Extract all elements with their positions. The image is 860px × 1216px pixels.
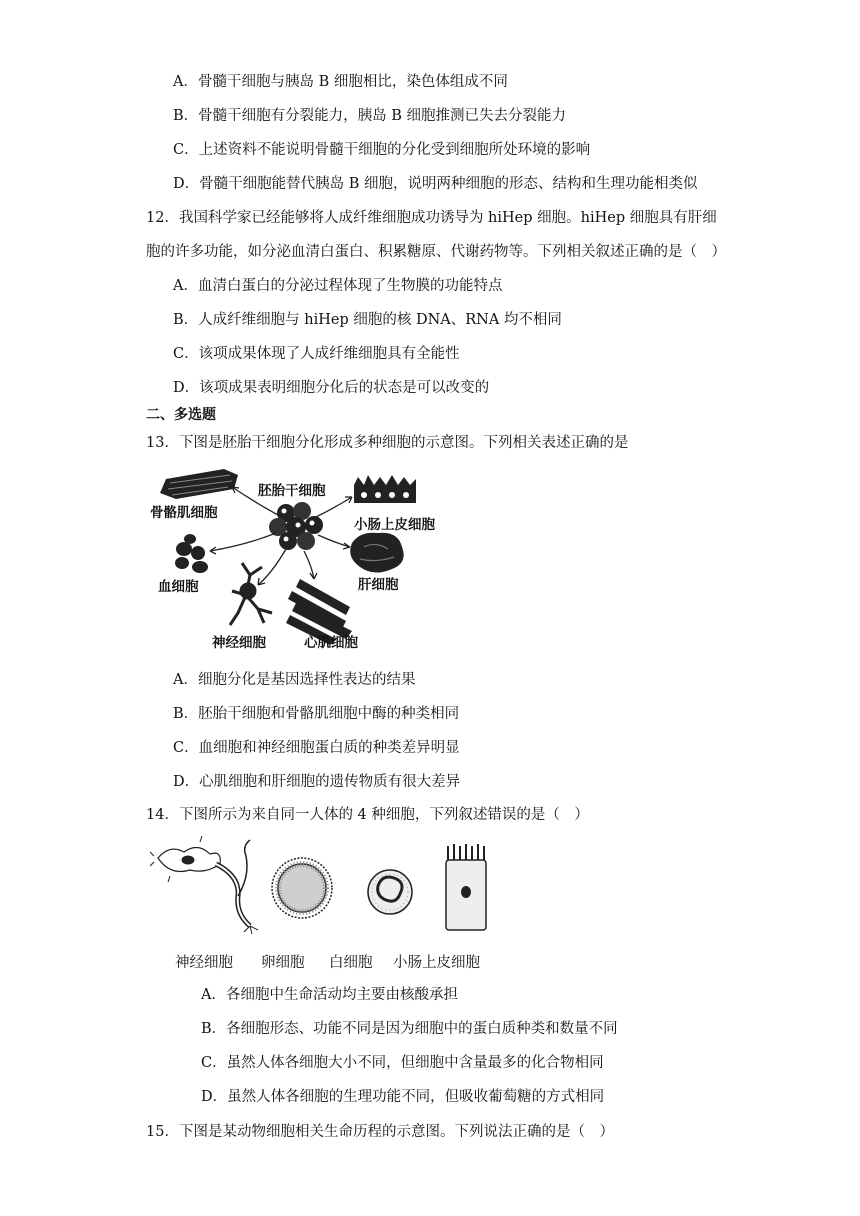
q14-stem: 14．下图所示为来自同一人体的 4 种细胞，下列叙述错误的是（ ） [146,807,589,823]
label-skeletal-muscle-cell: 骨骼肌细胞 [150,505,218,521]
q12-option-b: B．人成纤维细胞与 hiHep 细胞的核 DNA、RNA 均不相同 [173,312,562,328]
label-nerve-cell: 神经细胞 [212,635,266,651]
q12-option-c: C．该项成果体现了人成纤维细胞具有全能性 [173,346,460,362]
q11-option-a: A．骨髓干细胞与胰岛 B 细胞相比，染色体组成不同 [173,74,508,90]
caption-nerve-cell: 神经细胞 [175,955,233,971]
q14-cells-figure [150,836,500,940]
q13-stem: 13．下图是胚胎干细胞分化形成多种细胞的示意图。下列相关表述正确的是 [146,435,629,451]
intestinal-epithelial-cell-sketch [446,844,486,930]
nerve-cell-sketch [150,836,258,934]
intestinal-epithelial-cell-drawing [354,475,416,503]
blood-cells-drawing [175,534,208,573]
section-title-multiple-choice: 二、多选题 [146,407,216,423]
q11-option-b: B．骨髓干细胞有分裂能力，胰岛 B 细胞推测已失去分裂能力 [173,108,567,124]
egg-cell-sketch [272,858,332,918]
q11-option-c: C．上述资料不能说明骨髓干细胞的分化受到细胞所处环境的影响 [173,142,591,158]
q13-option-b: B．胚胎干细胞和骨骼肌细胞中酶的种类相同 [173,706,460,722]
q13-option-c: C．血细胞和神经细胞蛋白质的种类差异明显 [173,740,460,756]
label-blood-cell: 血细胞 [158,579,199,595]
q13-option-a: A．细胞分化是基因选择性表达的结果 [173,672,416,688]
q14-option-c: C．虽然人体各细胞大小不同，但细胞中含量最多的化合物相同 [201,1055,604,1071]
white-blood-cell-sketch [368,870,412,914]
q14-option-a: A．各细胞中生命活动均主要由核酸承担 [201,987,458,1003]
q12-stem-line1: 12．我国科学家已经能够将人成纤维细胞成功诱导为 hiHep 细胞。hiHep 细胞具有肝细 [146,210,717,226]
q11-option-d: D．骨髓干细胞能替代胰岛 B 细胞，说明两种细胞的形态、结构和生理功能相类似 [173,176,698,192]
q13-option-d: D．心肌细胞和肝细胞的遗传物质有很大差异 [173,774,461,790]
q13-differentiation-figure [146,463,456,655]
caption-white-blood-cell: 白细胞 [329,955,373,971]
caption-egg-cell: 卵细胞 [261,955,305,971]
q15-stem: 15．下图是某动物细胞相关生命历程的示意图。下列说法正确的是（ ） [146,1124,614,1140]
q14-option-b: B．各细胞形态、功能不同是因为细胞中的蛋白质种类和数量不同 [201,1021,618,1037]
label-liver-cell: 肝细胞 [358,577,399,593]
four-cells-diagram [150,836,500,940]
q12-option-a: A．血清白蛋白的分泌过程体现了生物膜的功能特点 [173,278,503,294]
liver-cells-drawing [350,533,403,573]
q12-option-d: D．该项成果表明细胞分化后的状态是可以改变的 [173,380,490,396]
q14-option-d: D．虽然人体各细胞的生理功能不同，但吸收葡萄糖的方式相同 [201,1089,605,1105]
skeletal-muscle-cell-drawing [160,469,238,499]
label-intestinal-epithelial-cell: 小肠上皮细胞 [354,517,435,533]
label-heart-muscle-cell: 心肌细胞 [304,635,358,651]
label-embryonic-stem-cell: 胚胎干细胞 [258,483,326,499]
caption-intestinal-epithelial-cell: 小肠上皮细胞 [393,955,480,971]
q12-stem-line2: 胞的许多功能，如分泌血清白蛋白、积累糖原、代谢药物等。下列相关叙述正确的是（ ） [146,244,726,260]
embryonic-stem-cell-cluster [269,502,323,550]
nerve-cell-drawing [230,563,272,625]
